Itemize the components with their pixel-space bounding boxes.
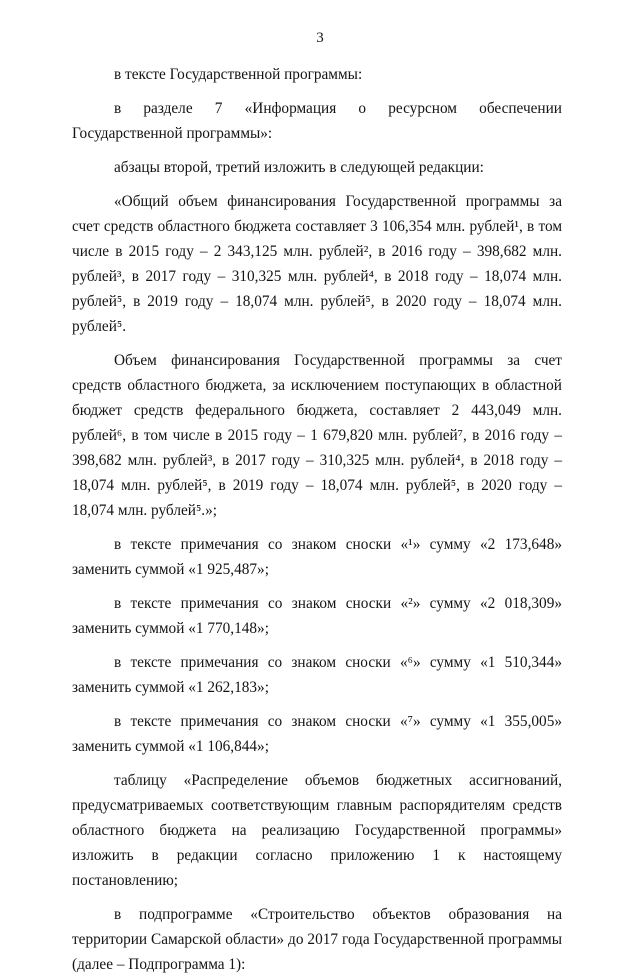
paragraph-footnote-1: в тексте примечания со знаком сноски «¹» сумму «2 173,648» заменить суммой «1 925,487»; [72,536,562,578]
paragraph-abzatsy: абзацы второй, третий изложить в следующей редакции: [114,159,484,176]
paragraph-footnote-6: в тексте примечания со знаком сноски «⁶» сумму «1 510,344» заменить суммой «1 262,183»; [72,654,562,696]
document-body [72,62,562,977]
paragraph-footnote-2: в тексте примечания со знаком сноски «²» сумму «2 018,309» заменить суммой «1 770,148»; [72,595,562,637]
paragraph-subprogram-1: в подпрограмме «Строительство объектов образования на территории Самарской области» до 2017 года Государственной программы (далее – Подпрограмма 1): [72,906,562,973]
paragraph-table: таблицу «Распределение объемов бюджетных ассигнований, предусматриваемых соответствующим главным распорядителям средств областного бюджета на реализацию Государственной программы» изложить в редакции согласно приложению 1 к настоящему постановлению; [72,772,562,889]
paragraph-total-funding: «Общий объем финансирования Государственной программы за счет средств областного бюджета составляет 3 106,354 млн. рублей¹, в том числе в 2015 году – 2 343,125 млн. рублей², в 2016 году – 398,682 млн. рублей³, в 2017 году – 310,325 млн. рублей⁴, в 2018 году – 18,074 млн. рублей⁵, в 2019 году – 18,074 млн. рублей⁵, в 2020 году – 18,074 млн. рублей⁵. [72,193,562,335]
page-number: 3 [316,30,324,46]
paragraph-footnote-7: в тексте примечания со знаком сноски «⁷» сумму «1 355,005» заменить суммой «1 106,844»; [72,713,562,755]
paragraph-regional-funding: Объем финансирования Государственной программы за счет средств областного бюджета, за исключением поступающих в областной бюджет средств федерального бюджета, составляет 2 443,049 млн. рублей⁶, в том числе в 2015 году – 1 679,820 млн. рублей⁷, в 2016 году – 398,682 млн. рублей³, в 2017 году – 310,325 млн. рублей⁴, в 2018 году – 18,074 млн. рублей⁵, в 2019 году – 18,074 млн. рублей⁵, в 2020 году – 18,074 млн. рублей⁵.»; [72,352,562,519]
paragraph-section-7: в разделе 7 «Информация о ресурсном обеспечении Государственной программы»: [72,100,562,142]
paragraph-intro: в тексте Государственной программы: [114,66,363,83]
